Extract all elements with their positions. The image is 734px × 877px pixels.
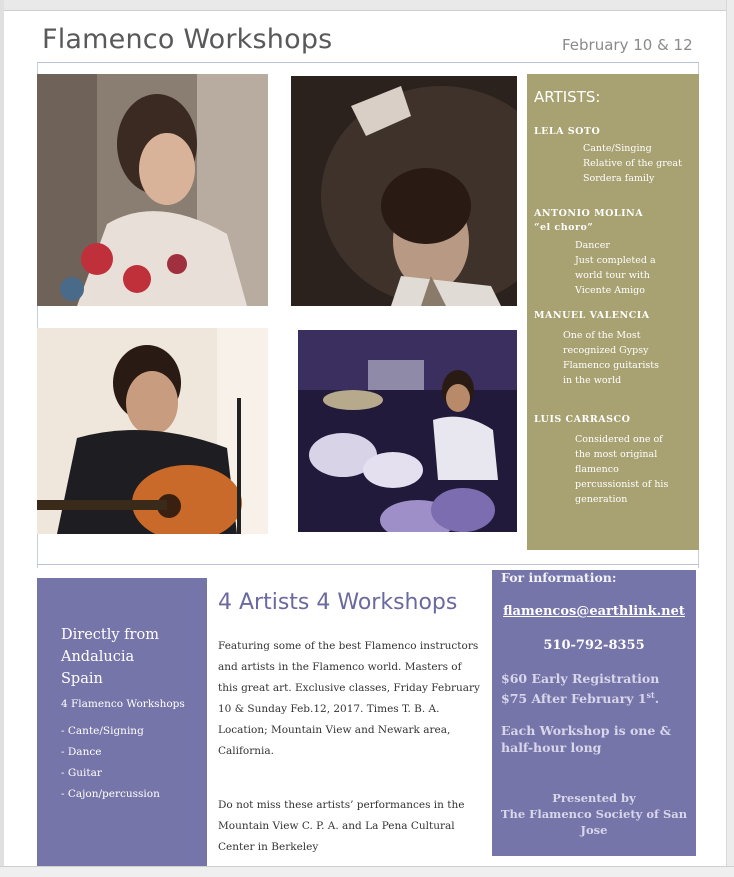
artist-description: One of the Most recognized Gypsy Flamenco guitarists in the world <box>563 330 659 386</box>
header-divider <box>37 62 699 63</box>
artist-description: Considered one of the most original flamenco percussionist of his generation <box>575 434 669 505</box>
list-item: - Cante/Signing <box>61 725 144 737</box>
page-title: Flamenco Workshops <box>42 24 333 55</box>
photo-dancer <box>291 76 517 306</box>
artist-description: Cante/Singing Relative of the great Sordera family <box>583 143 682 184</box>
workshop-length: Each Workshop is one & half-hour long <box>501 723 671 755</box>
info-title: For information: <box>501 570 617 585</box>
artist-name: MANUEL VALENCIA <box>534 310 650 321</box>
performance-paragraph: Do not miss these artists’ performances in the Mountain View C. P. A. and La Pena Cultural Center in Berkeley <box>218 799 465 853</box>
email-link[interactable]: flamencos@earthlink.net <box>503 604 685 619</box>
list-item: - Dance <box>61 746 102 758</box>
phone-number: 510-792-8355 <box>543 638 645 653</box>
event-dates: February 10 & 12 <box>562 36 693 54</box>
presenter: Presented by The Flamenco Society of San Jose <box>500 791 688 837</box>
window-right-edge <box>726 0 734 876</box>
origin-panel <box>37 578 207 866</box>
artists-panel <box>527 74 699 550</box>
artist-description: Dancer Just completed a world tour with Vicente Amigo <box>575 240 656 296</box>
workshops-label: 4 Flamenco Workshops <box>61 698 185 710</box>
window-bottom-edge <box>0 866 734 877</box>
workshop-list <box>61 721 160 805</box>
list-item: - Guitar <box>61 767 102 779</box>
photo-singer <box>37 74 268 306</box>
window-top-edge <box>0 0 734 11</box>
photo-percussionist <box>298 330 517 532</box>
origin-text: Directly from Andalucia Spain <box>61 627 159 687</box>
artist-nickname: “el choro” <box>534 222 594 233</box>
list-item: - Cajon/percussion <box>61 788 160 800</box>
photo-guitarist <box>37 328 268 534</box>
artist-name: LUIS CARRASCO <box>534 414 631 425</box>
description-paragraph: Featuring some of the best Flamenco instructors and artists in the Flamenco world. Masters of this great art. Exclusive classes, Friday February 10 & Sunday Feb.12, 2017. Times T. B. A. Location; Mountain View and Newark area, California. <box>218 640 480 757</box>
headline: 4 Artists 4 Workshops <box>218 590 458 615</box>
section-divider <box>37 564 699 565</box>
artist-name: LELA SOTO <box>534 126 601 137</box>
artist-name: ANTONIO MOLINA <box>534 208 644 219</box>
window-left-edge <box>0 0 4 876</box>
pricing: $60 Early Registration $75 After February 1st. <box>501 671 660 707</box>
artists-heading: ARTISTS: <box>534 88 601 106</box>
info-panel <box>492 570 696 856</box>
